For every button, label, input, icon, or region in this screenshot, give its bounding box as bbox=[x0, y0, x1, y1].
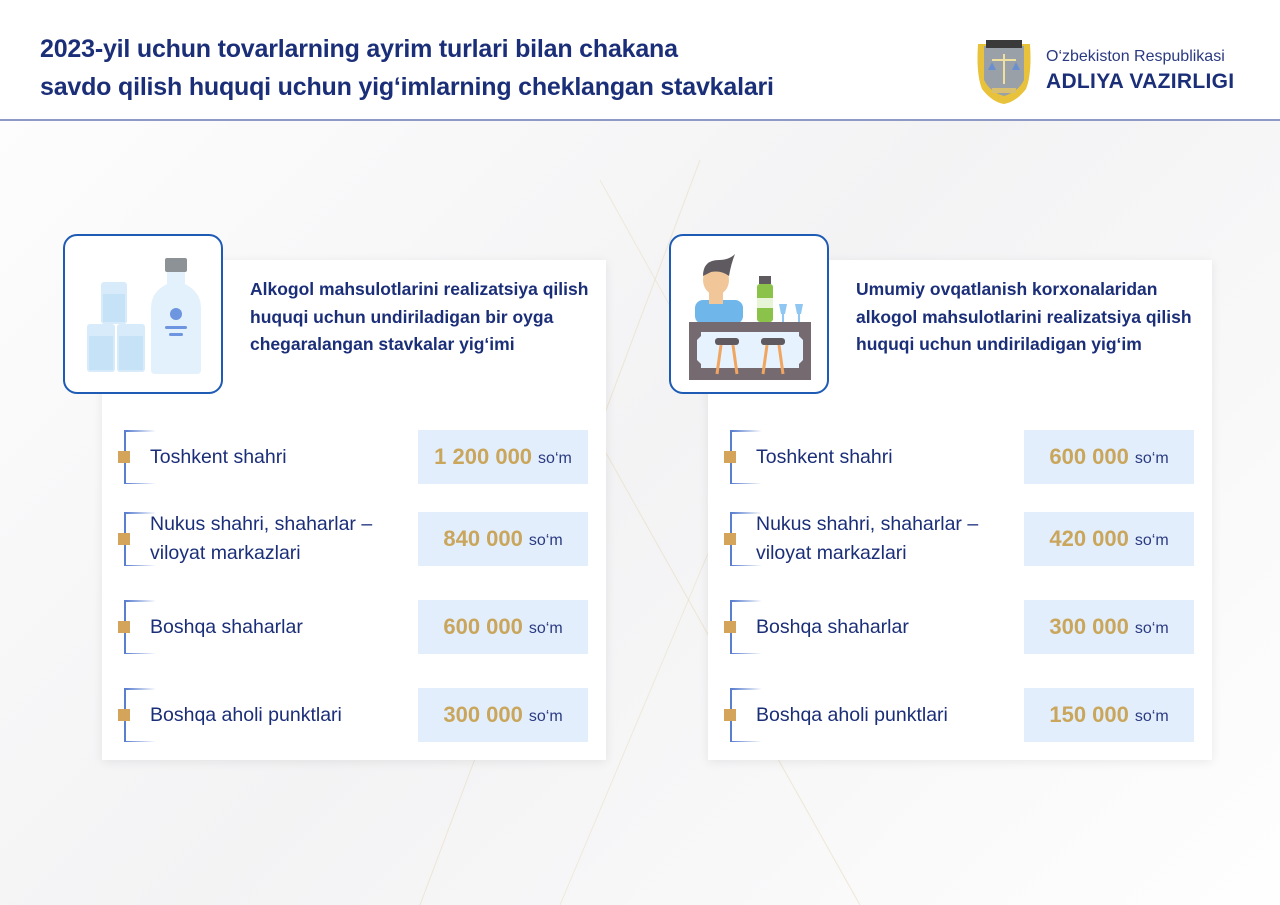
amount-value: 1 200 000 bbox=[434, 444, 533, 469]
region-label: Toshkent shahri bbox=[150, 445, 287, 468]
region-label: Boshqa shaharlar bbox=[150, 615, 303, 638]
org-subtitle: O‘zbekiston Respublikasi bbox=[1046, 48, 1225, 65]
amount-unit: so‘m bbox=[1134, 532, 1169, 549]
amount-value: 600 000 bbox=[1049, 444, 1129, 469]
amount-badge bbox=[1024, 688, 1194, 742]
header bbox=[0, 0, 1280, 120]
org-name: ADLIYA VAZIRLIGI bbox=[1046, 70, 1235, 93]
amount-badge bbox=[418, 430, 588, 484]
amount-value: 300 000 bbox=[443, 702, 523, 727]
amount-unit: so‘m bbox=[1134, 620, 1169, 637]
amount-badge bbox=[418, 600, 588, 654]
amount-value: 840 000 bbox=[443, 526, 523, 551]
title-line-1: 2023-yil uchun tovarlarning ayrim turlari bilan chakana bbox=[40, 35, 678, 63]
bar-counter-icon bbox=[671, 236, 827, 392]
amount-badge bbox=[418, 512, 588, 566]
icon-frame bbox=[669, 234, 829, 394]
amount-value: 150 000 bbox=[1049, 702, 1129, 727]
amount-unit: so‘m bbox=[1134, 708, 1169, 725]
region-label: Toshkent shahri bbox=[756, 445, 893, 468]
bullet-marker bbox=[118, 709, 130, 721]
vodka-bottle-glasses-icon bbox=[65, 236, 221, 392]
amount-value: 300 000 bbox=[1049, 614, 1129, 639]
amount-unit: so‘m bbox=[1134, 450, 1169, 467]
amount-unit: so‘m bbox=[528, 620, 563, 637]
amount-value: 420 000 bbox=[1049, 526, 1129, 551]
bullet-marker bbox=[724, 533, 736, 545]
bullet-marker bbox=[724, 709, 736, 721]
amount-unit: so‘m bbox=[528, 532, 563, 549]
region-label: Boshqa shaharlar bbox=[756, 615, 909, 638]
region-label: Boshqa aholi punktlari bbox=[150, 703, 342, 726]
region-label: Nukus shahri, shaharlar – viloyat markazlari bbox=[150, 513, 373, 564]
amount-badge bbox=[1024, 430, 1194, 484]
amount-unit: so‘m bbox=[528, 708, 563, 725]
amount-badge bbox=[418, 688, 588, 742]
title-line-2: savdo qilish huquqi uchun yig‘imlarning cheklangan stavkalari bbox=[40, 73, 774, 101]
bullet-marker bbox=[724, 621, 736, 633]
page-title bbox=[40, 30, 940, 106]
icon-frame bbox=[63, 234, 223, 394]
bullet-marker bbox=[118, 533, 130, 545]
bullet-marker bbox=[118, 621, 130, 633]
bullet-marker bbox=[724, 451, 736, 463]
header-divider bbox=[0, 119, 1280, 121]
ministry-emblem-icon bbox=[972, 34, 1036, 106]
bullet-marker bbox=[118, 451, 130, 463]
amount-unit: so‘m bbox=[538, 450, 572, 467]
card-heading: Umumiy ovqatlanish korxonalaridan alkogol mahsulotlarini realizatsiya qilish huquqi uchun undiriladigan yig‘im bbox=[856, 279, 1192, 354]
region-label: Boshqa aholi punktlari bbox=[756, 703, 948, 726]
amount-value: 600 000 bbox=[443, 614, 523, 639]
amount-badge bbox=[1024, 512, 1194, 566]
region-label: Nukus shahri, shaharlar – viloyat markazlari bbox=[756, 513, 979, 564]
amount-badge bbox=[1024, 600, 1194, 654]
card-heading: Alkogol mahsulotlarini realizatsiya qilish huquqi uchun undiriladigan bir oyga chegaralangan stavkalar yig‘imi bbox=[250, 279, 589, 354]
